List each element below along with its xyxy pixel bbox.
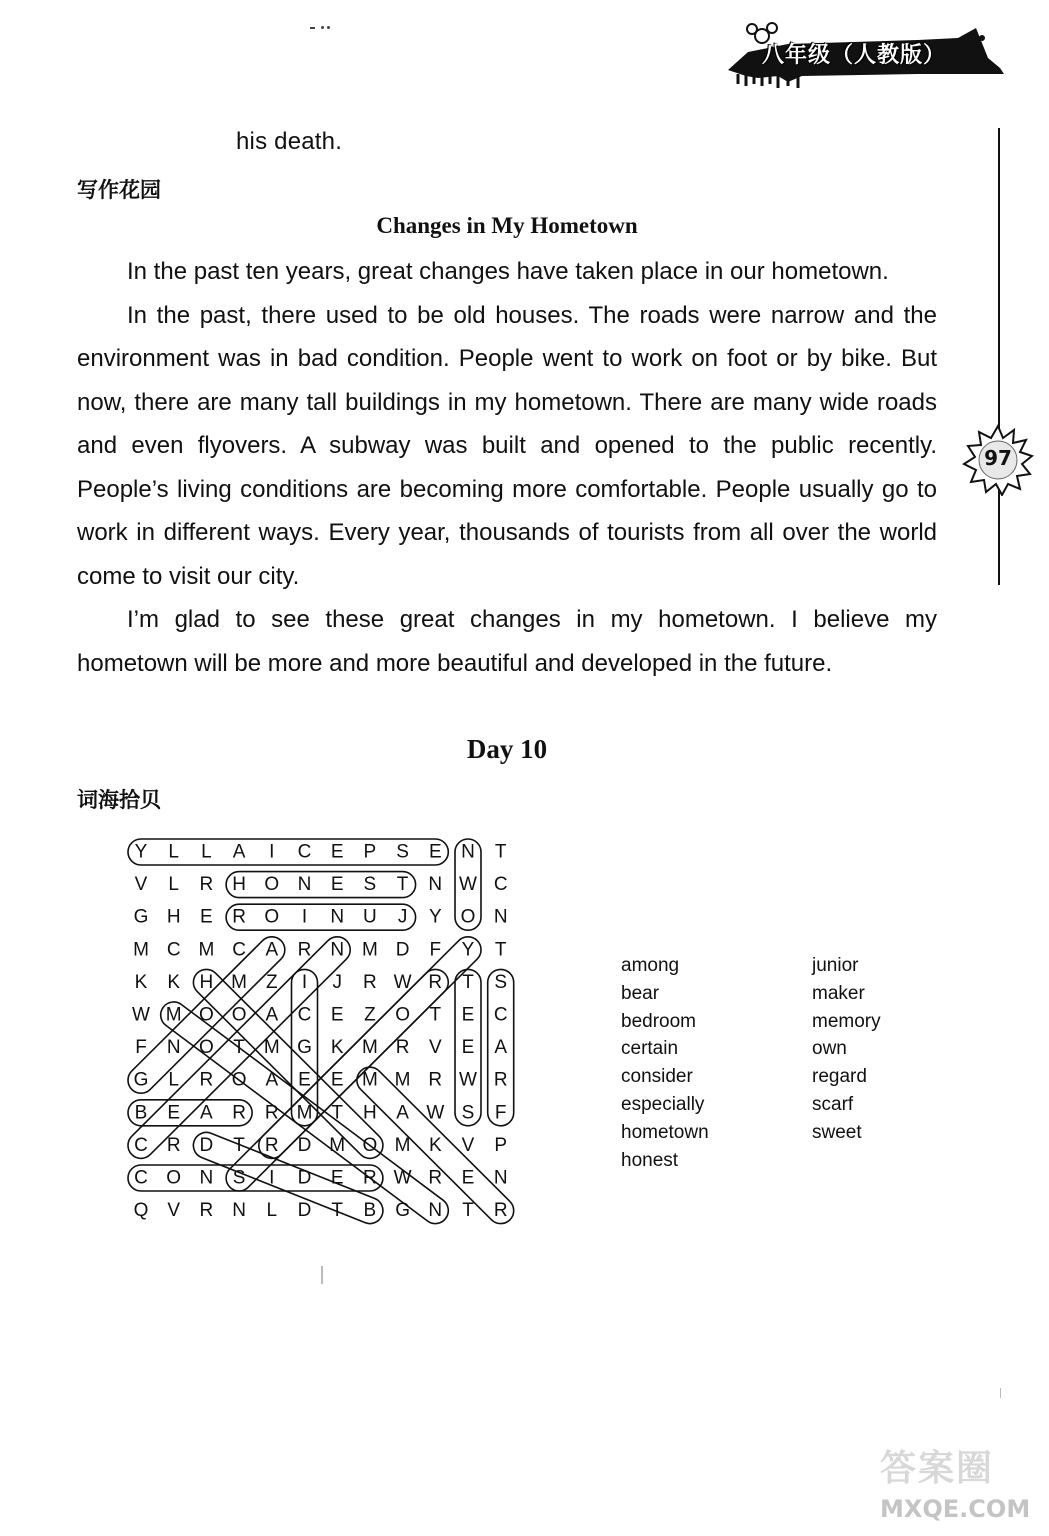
grid-letter: M — [361, 939, 378, 961]
grid-letter: A — [232, 841, 246, 863]
scan-mark — [321, 1266, 323, 1284]
grid-letter: D — [297, 1134, 312, 1156]
essay-title: Changes in My Hometown — [376, 213, 638, 238]
grid-letter: B — [363, 1200, 377, 1222]
watermark-url: MXQE.COM — [880, 1495, 1031, 1523]
grid-letter: A — [265, 939, 279, 961]
grid-letter: C — [134, 1134, 148, 1156]
word-list-item: hometown — [621, 1121, 709, 1143]
grid-letter: O — [199, 1037, 214, 1059]
grid-letter: V — [167, 1200, 181, 1222]
grid-letter: Q — [133, 1200, 149, 1222]
grid-letters — [132, 842, 508, 1222]
day-title: Day 10 — [466, 734, 548, 764]
grid-letter: O — [231, 1069, 247, 1091]
grid-letter: N — [428, 1200, 443, 1222]
grid-letter: K — [428, 1134, 442, 1156]
grid-letter: H — [232, 874, 246, 896]
grid-letter: R — [428, 1167, 443, 1189]
grid-letter: E — [461, 1037, 475, 1059]
grid-letter: M — [361, 1037, 378, 1059]
grid-letter: O — [362, 1134, 378, 1156]
grid-letter: M — [329, 1134, 346, 1156]
grid-letter: R — [199, 1200, 214, 1222]
grid-letter: Y — [461, 939, 475, 961]
grid-letter: S — [232, 1167, 246, 1189]
grid-letter: M — [133, 939, 149, 961]
grid-letter: J — [332, 971, 342, 993]
word-list-item: maker — [812, 982, 865, 1004]
grid-letter: E — [200, 906, 213, 928]
word-list-item: bear — [621, 982, 660, 1004]
grid-letter: T — [494, 939, 507, 961]
grid-letter: R — [395, 1037, 410, 1059]
grid-letter: D — [297, 1200, 312, 1222]
word-list-item: scarf — [812, 1093, 854, 1115]
grid-letter: A — [200, 1102, 213, 1124]
grid-letter: S — [396, 841, 409, 863]
grid-letter: N — [428, 874, 443, 896]
vocab-section-label: 词海拾贝 — [77, 788, 161, 812]
grid-letter: M — [361, 1069, 378, 1091]
word-list-item: among — [621, 955, 680, 976]
watermark — [880, 1440, 1045, 1530]
grid-letter: G — [297, 1037, 312, 1059]
grid-letter: A — [265, 1069, 279, 1091]
grid-letter: D — [395, 939, 410, 961]
grid-letter: R — [264, 1102, 279, 1124]
grid-letter: Y — [428, 906, 442, 928]
page-number-badge — [962, 424, 1034, 496]
grid-letter: O — [395, 1004, 410, 1026]
grid-letter: E — [461, 1004, 475, 1026]
essay-body — [77, 250, 937, 685]
answer-loop — [190, 1129, 387, 1228]
grid-letter: N — [493, 906, 508, 928]
grid-letter: Z — [265, 971, 278, 993]
grid-letter: D — [297, 1167, 312, 1189]
grid-letter: G — [133, 906, 149, 928]
grid-letter: K — [134, 971, 148, 993]
grid-letter: W — [426, 1102, 445, 1124]
grid-letter: P — [494, 1134, 508, 1156]
essay-paragraph: In the past, there used to be old houses. The roads were narrow and the environment was in bad condition. People went to work on foot or by bike. But now, there are many tall buildings in my hometown. There are many wide roads and even flyovers. A subway was built and opened to the public recently. People’s living conditions are becoming more comfortable. People usually go to work in different ways. Every year, thousands of tourists from all over the world come to visit our city. — [77, 301, 937, 590]
grid-letter: P — [363, 841, 377, 863]
grid-letter: I — [301, 971, 308, 993]
grid-letter: L — [168, 1069, 179, 1091]
grid-letter: D — [199, 1134, 214, 1156]
grid-letter: C — [493, 1004, 508, 1026]
word-search-grid — [120, 832, 530, 1232]
grid-letter: C — [232, 939, 246, 961]
grid-letter: R — [297, 939, 312, 961]
grid-letter: V — [134, 874, 148, 896]
grid-letter: C — [297, 1004, 312, 1026]
grid-letter: A — [265, 1004, 279, 1026]
grid-letter: E — [330, 1004, 344, 1026]
grid-letter: L — [168, 874, 179, 896]
grid-letter: A — [396, 1102, 409, 1124]
grid-letter: G — [133, 1069, 149, 1091]
grid-letter: H — [363, 1102, 377, 1124]
grid-letter: R — [363, 971, 377, 993]
scan-mark — [1000, 1388, 1001, 1398]
grid-letter: N — [461, 841, 475, 863]
writing-section-label: 写作花园 — [77, 178, 161, 202]
grade-label: 八年级（人教版） — [762, 43, 947, 68]
word-list-item: honest — [621, 1149, 679, 1171]
grid-letter: T — [494, 841, 507, 863]
word-list-item: especially — [621, 1093, 705, 1115]
word-list-item: regard — [812, 1066, 867, 1088]
grid-letter: K — [167, 971, 181, 993]
grid-letter: E — [167, 1102, 181, 1124]
grid-letter: R — [232, 906, 246, 928]
grid-letter: O — [264, 874, 280, 896]
side-rule-lower — [998, 490, 1000, 585]
grade-badge — [718, 18, 1018, 88]
grid-letter: W — [393, 1167, 412, 1189]
grid-letter: J — [397, 906, 408, 928]
grid-letter: E — [330, 1069, 344, 1091]
grid-letter: O — [199, 1004, 214, 1026]
grid-letter: T — [396, 874, 409, 896]
grid-letter: A — [494, 1037, 508, 1059]
grid-letter: R — [363, 1167, 377, 1189]
answer-loop — [226, 872, 416, 898]
grid-letter: T — [331, 1200, 344, 1222]
word-list-item: sweet — [812, 1121, 862, 1143]
grid-letter: M — [263, 1037, 280, 1059]
grid-letter: R — [493, 1200, 508, 1222]
grid-letter: L — [168, 841, 179, 863]
grid-letter: W — [459, 1069, 477, 1091]
answer-loop — [226, 904, 416, 930]
word-list-item: certain — [621, 1038, 679, 1060]
grid-letter: R — [232, 1102, 246, 1124]
grid-letter: W — [459, 874, 477, 896]
grid-letter: E — [330, 1167, 344, 1189]
grid-letter: M — [165, 1004, 182, 1026]
grid-letter: M — [231, 971, 248, 993]
word-list-item: consider — [621, 1066, 693, 1088]
grid-letter: Z — [364, 1004, 376, 1026]
grid-letter: F — [429, 939, 442, 961]
word-list-item: junior — [812, 955, 859, 976]
grid-letter: T — [233, 1134, 245, 1156]
grid-letter: O — [166, 1167, 182, 1189]
word-list-item: own — [812, 1038, 847, 1060]
word-loops — [123, 839, 519, 1229]
grid-letter: O — [264, 906, 280, 928]
word-list-item: bedroom — [621, 1010, 696, 1032]
grid-letter: N — [330, 939, 345, 961]
grid-letter: H — [166, 906, 181, 928]
grid-letter: R — [199, 1069, 214, 1091]
grid-letter: E — [330, 874, 344, 896]
grid-letter: W — [393, 971, 412, 993]
grid-letter: C — [134, 1167, 148, 1189]
grid-letter: N — [232, 1200, 246, 1222]
grid-letter: E — [461, 1167, 475, 1189]
grid-letter: K — [330, 1037, 344, 1059]
grid-letter: C — [297, 841, 312, 863]
grid-letter: R — [428, 1069, 443, 1091]
grid-letter: O — [460, 906, 476, 928]
grid-letter: E — [298, 1069, 311, 1091]
grid-letter: S — [461, 1102, 475, 1124]
grid-letter: H — [199, 971, 214, 993]
grid-letter: N — [166, 1037, 181, 1059]
grid-letter: L — [266, 1200, 278, 1222]
grid-letter: F — [135, 1037, 147, 1059]
grid-letter: B — [134, 1102, 148, 1124]
grid-letter: M — [394, 1069, 411, 1091]
grid-letter: U — [363, 906, 377, 928]
grid-letter: T — [331, 1102, 344, 1124]
grid-letter: M — [198, 939, 215, 961]
grid-letter: L — [201, 841, 212, 863]
continuation-text: his death. — [236, 128, 343, 155]
grid-letter: M — [394, 1134, 411, 1156]
grid-letter: E — [428, 841, 442, 863]
grid-letter: C — [166, 939, 181, 961]
grid-letter: F — [494, 1102, 507, 1124]
grid-letter: N — [330, 906, 345, 928]
grid-letter: V — [428, 1037, 442, 1059]
grid-letter: S — [363, 874, 377, 896]
grid-letter: R — [493, 1069, 508, 1091]
grid-letter: N — [493, 1167, 508, 1189]
grid-letter: R — [166, 1134, 181, 1156]
grid-letter: W — [132, 1004, 150, 1026]
grid-letter: I — [269, 1167, 275, 1189]
grid-letter: G — [395, 1200, 410, 1222]
grid-letter: V — [461, 1134, 475, 1156]
grid-letter: R — [428, 971, 443, 993]
page-number: 97 — [984, 446, 1012, 470]
watermark-logo-text: 答案圈 — [880, 1448, 995, 1489]
grid-letter: T — [429, 1004, 442, 1026]
grid-letter: I — [269, 841, 275, 863]
grid-letter: I — [301, 906, 308, 928]
essay-paragraph: In the past ten years, great changes have taken place in our hometown. — [127, 258, 889, 285]
grid-letter: Y — [134, 841, 148, 863]
grid-letter: R — [264, 1134, 279, 1156]
top-dust-mark — [310, 14, 336, 18]
word-list-item: memory — [812, 1010, 881, 1032]
grid-letter: C — [493, 874, 508, 896]
grid-letter: R — [199, 874, 214, 896]
grid-letter: N — [199, 1167, 214, 1189]
grid-letter: N — [297, 874, 312, 896]
side-rule — [998, 128, 1000, 433]
essay-paragraph: I’m glad to see these great changes in my hometown. I believe my hometown will be more and more beautiful and developed in the future. — [77, 606, 937, 677]
grid-letter: O — [231, 1004, 247, 1026]
grid-letter: S — [494, 971, 508, 993]
word-list-column-2 — [812, 952, 881, 1147]
grid-letter: T — [462, 1200, 474, 1222]
grid-letter: T — [462, 971, 474, 993]
grid-letter: M — [296, 1102, 313, 1124]
grid-letter: E — [330, 841, 344, 863]
word-list-column-1 — [621, 952, 709, 1174]
grid-letter: T — [233, 1037, 245, 1059]
